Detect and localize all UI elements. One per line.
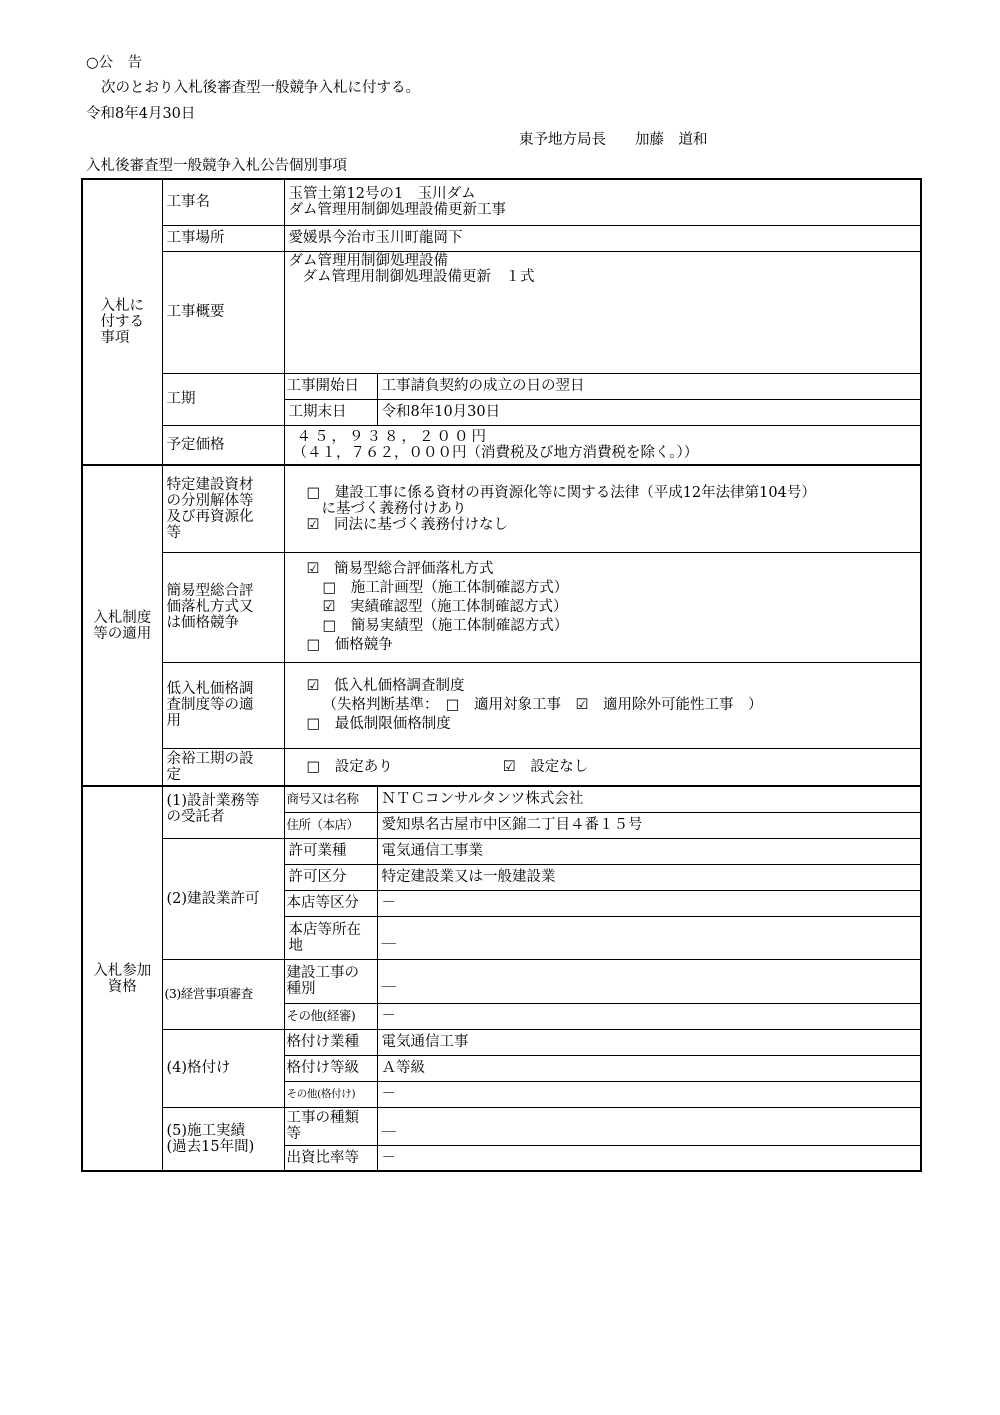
- label-sonota-keishin: その他(経審): [284, 1003, 377, 1029]
- shizai-options: □ 建設工事に係る資材の再資源化等に関する法律（平成12年法律第104号） に基づく義務付けあり ☑ 同法に基づく義務付けなし: [284, 465, 921, 552]
- label-shizai: 特定建設資材 の分別解体等 及び再資源化 等: [162, 465, 284, 552]
- label-koji-gaiyo: 工事概要: [162, 251, 284, 373]
- sonota-kakuzuke-value: －: [377, 1081, 921, 1107]
- label-jisseki-shurui: 工事の種類 等: [284, 1107, 377, 1145]
- label-kaishi: 工事開始日: [284, 373, 377, 399]
- label-kakuzuke-gyoshu: 格付け業種: [284, 1029, 377, 1055]
- label-koji-shubetsu: 建設工事の 種別: [284, 959, 377, 1003]
- yoyu-koki-options: □ 設定あり ☑ 設定なし: [284, 748, 921, 786]
- label-shusshi-hiritsu: 出資比率等: [284, 1145, 377, 1171]
- label-jusho: 住所（本店）: [284, 812, 377, 838]
- kyoka-kubun-value: 特定建設業又は一般建設業: [377, 864, 921, 890]
- label-sekkei-jutakusha: (1)設計業務等 の受託者: [162, 786, 284, 838]
- koki-matsu-value: 令和8年10月30日: [377, 399, 921, 425]
- issuer: 東予地方局長 加藤 道和: [519, 132, 708, 148]
- section-label-qualification: 入札参加 資格: [82, 786, 162, 1171]
- label-kyoka-kubun: 許可区分: [284, 864, 377, 890]
- label-tei-nyusatsu: 低入札価格調 査制度等の適 用: [162, 662, 284, 748]
- section-label-bid-items: 入札に 付する 事項: [82, 179, 162, 465]
- label-kantan: 簡易型総合評 価落札方式又 は価格競争: [162, 552, 284, 662]
- label-koji-mei: 工事名: [162, 179, 284, 225]
- tei-nyusatsu-options: ☑ 低入札価格調査制度 （失格判断基準： □ 適用対象工事 ☑ 適用除外可能性工事 ） □ 最低制限価格制度: [284, 662, 921, 748]
- honten-shozaichi-value: ＿: [377, 916, 921, 959]
- label-yotei-kakaku: 予定価格: [162, 425, 284, 465]
- label-koki: 工期: [162, 373, 284, 425]
- koji-mei-value: 玉管土第12号の1 玉川ダム ダム管理用制御処理設備更新工事: [284, 179, 921, 225]
- notice-date: 令和8年4月30日: [86, 106, 196, 122]
- label-koji-basho: 工事場所: [162, 225, 284, 251]
- kantan-options: ☑ 簡易型総合評価落札方式 □ 施工計画型（施工体制確認方式） ☑ 実績確認型（施工体制確認方式） □ 簡易実績型（施工体制確認方式） □ 価格競争: [284, 552, 921, 662]
- jisseki-shurui-value: ＿: [377, 1107, 921, 1145]
- label-sonota-kakuzuke: その他(格付け): [284, 1081, 377, 1107]
- label-kakuzuke: (4)格付け: [162, 1029, 284, 1107]
- koji-basho-value: 愛媛県今治市玉川町龍岡下: [284, 225, 921, 251]
- table-caption: 入札後審査型一般競争入札公告個別事項: [86, 158, 347, 174]
- label-kakuzuke-tokyu: 格付け等級: [284, 1055, 377, 1081]
- notice-table: [81, 178, 922, 1172]
- koji-gaiyo-value: ダム管理用制御処理設備 ダム管理用制御処理設備更新 １式: [284, 251, 921, 373]
- label-koki-matsu: 工期末日: [284, 399, 377, 425]
- shusshi-hiritsu-value: －: [377, 1145, 921, 1171]
- notice-lead: 次のとおり入札後審査型一般競争入札に付する。: [101, 80, 420, 96]
- label-kensetsugyo-kyoka: (2)建設業許可: [162, 838, 284, 959]
- kyoka-gyoshu-value: 電気通信工事業: [377, 838, 921, 864]
- notice-title: ○公 告: [86, 55, 143, 71]
- label-honten-kubun: 本店等区分: [284, 890, 377, 916]
- section-label-bid-system: 入札制度 等の適用: [82, 465, 162, 786]
- jusho-value: 愛知県名古屋市中区錦二丁目４番１５号: [377, 812, 921, 838]
- label-kyoka-gyoshu: 許可業種: [284, 838, 377, 864]
- label-yoyu-koki: 余裕工期の設 定: [162, 748, 284, 786]
- kaishi-value: 工事請負契約の成立の日の翌日: [377, 373, 921, 399]
- koji-shubetsu-value: ＿: [377, 959, 921, 1003]
- kakuzuke-tokyu-value: Ａ等級: [377, 1055, 921, 1081]
- label-keiei-jiko-shinsa: (3)経営事項審査: [162, 959, 284, 1029]
- label-honten-shozaichi: 本店等所在 地: [284, 916, 377, 959]
- kakuzuke-gyoshu-value: 電気通信工事: [377, 1029, 921, 1055]
- label-seko-jisseki: (5)施工実績 (過去15年間): [162, 1107, 284, 1171]
- label-shogo: 商号又は名称: [284, 786, 377, 812]
- honten-kubun-value: －: [377, 890, 921, 916]
- shogo-value: ＮＴＣコンサルタンツ株式会社: [377, 786, 921, 812]
- yotei-kakaku-value: ４５，９３８，２００円 （４１，７６２，０００円（消費税及び地方消費税を除く。））: [284, 425, 921, 465]
- sonota-keishin-value: －: [377, 1003, 921, 1029]
